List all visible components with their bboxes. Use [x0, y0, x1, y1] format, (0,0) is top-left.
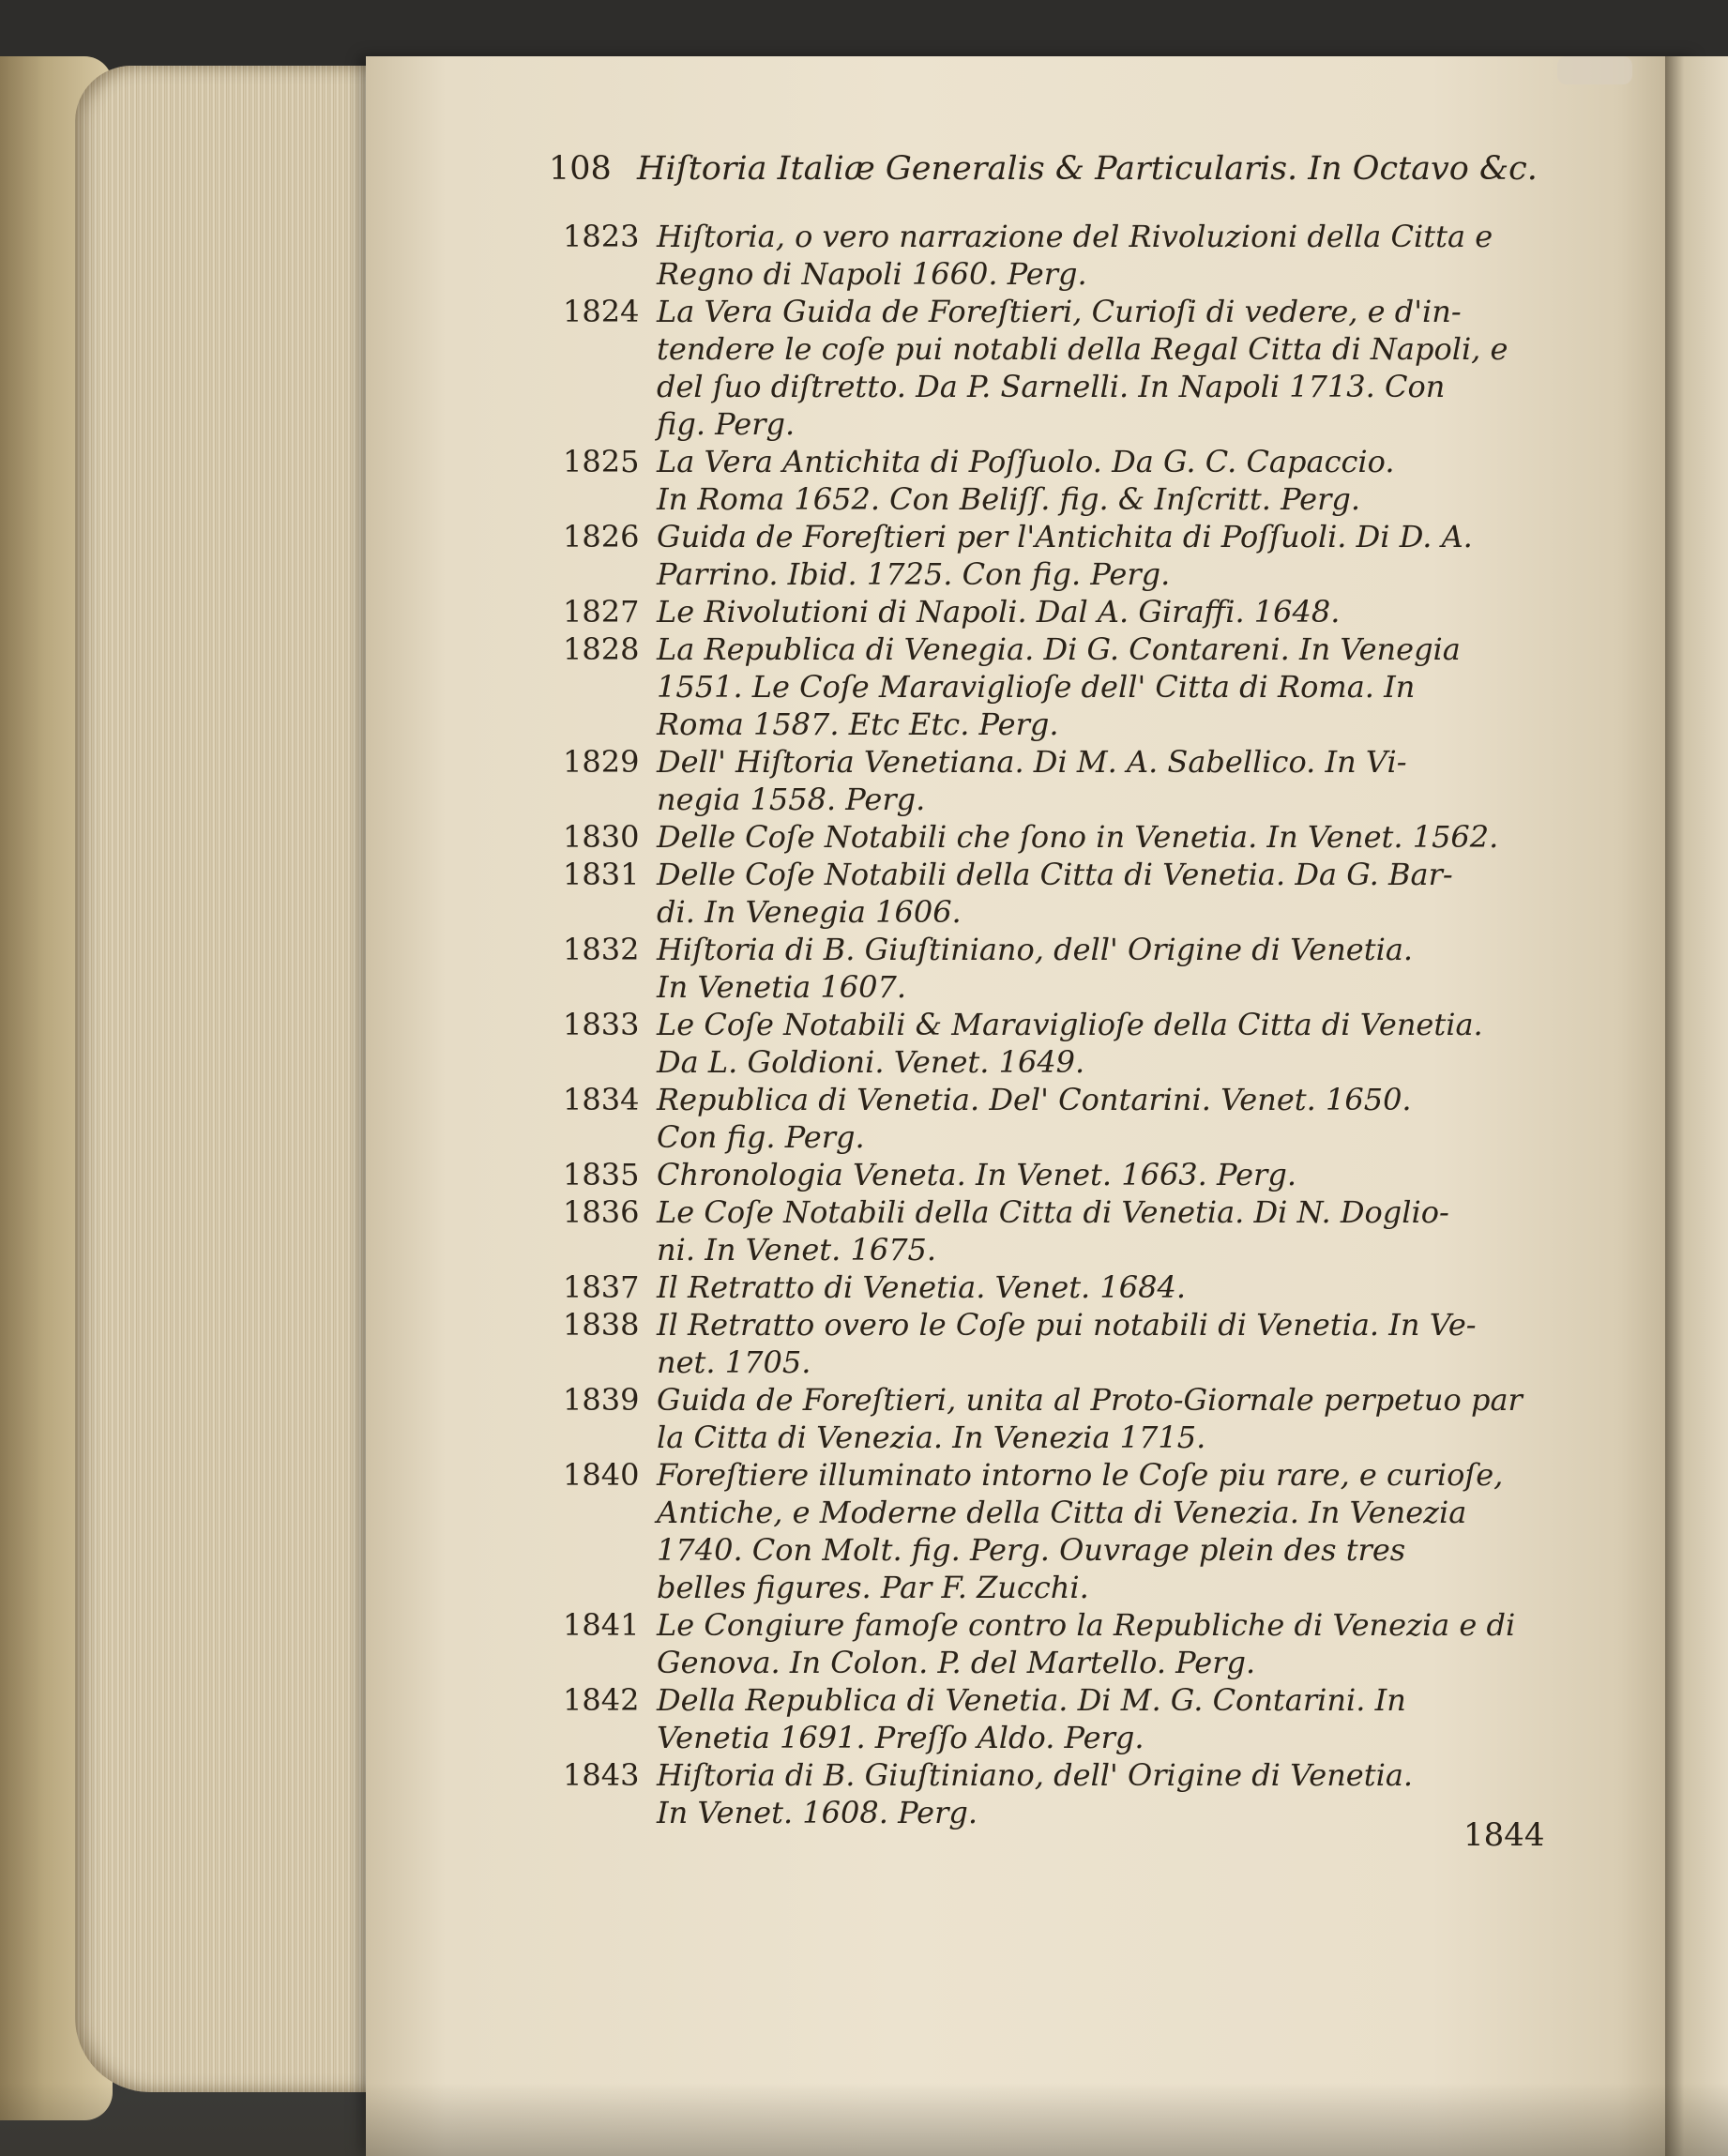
entry-text-line: Genova. In Colon. P. del Martello. Perg.: [657, 1645, 1256, 1680]
entry-number: 1837: [563, 1269, 640, 1305]
entry-number: 1841: [563, 1607, 640, 1643]
entry-text-line: Guida de Foreſtieri, unita al Proto-Giornale perpetuo par: [657, 1382, 1523, 1418]
entry-text-line: fig. Perg.: [657, 406, 796, 442]
entry-number: 1838: [563, 1307, 640, 1343]
entry-text-line: Da L. Goldioni. Venet. 1649.: [657, 1044, 1085, 1080]
entry-number: 1834: [563, 1082, 640, 1117]
entry-number: 1836: [563, 1194, 640, 1230]
entry-text-line: Delle Coſe Notabili della Citta di Venetia. Da G. Bar-: [657, 857, 1453, 892]
entry-number: 1835: [563, 1157, 640, 1192]
entry-text-line: belles figures. Par F. Zucchi.: [657, 1570, 1089, 1605]
entry-text-line: La Republica di Venegia. Di G. Contareni. In Venegia: [657, 631, 1461, 667]
catalogue-entry: [563, 1006, 1567, 1081]
catalogue-entry: [563, 743, 1567, 818]
catalogue-entry: [563, 218, 1567, 293]
catalogue-entry: [563, 1756, 1567, 1831]
entry-text-line: Hiſtoria, o vero narrazione del Rivoluzioni della Citta e: [657, 219, 1493, 254]
entry-text-line: Republica di Venetia. Del' Contarini. Venet. 1650.: [657, 1082, 1412, 1117]
catalogue-entry: [563, 1606, 1567, 1681]
catalogue-entry: [563, 593, 1567, 630]
catchword: 1844: [1463, 1816, 1545, 1854]
entry-text-line: In Roma 1652. Con Beliſſ. fig. & Inſcritt. Perg.: [657, 481, 1361, 517]
bottom-shadow: [0, 2083, 1728, 2156]
entry-number: 1823: [563, 219, 640, 254]
entry-text-line: La Vera Antichita di Poſſuolo. Da G. C. Capaccio.: [657, 444, 1395, 479]
entry-text-line: Le Coſe Notabili & Maraviglioſe della Citta di Venetia.: [657, 1007, 1483, 1042]
entry-text-line: Venetia 1691. Preſſo Aldo. Perg.: [657, 1720, 1144, 1755]
entry-number: 1833: [563, 1007, 640, 1042]
smudge: [1557, 56, 1632, 84]
entry-text-line: negia 1558. Perg.: [657, 782, 926, 817]
entry-text-line: 1740. Con Molt. fig. Perg. Ouvrage plein des tres: [657, 1532, 1406, 1568]
entry-number: 1839: [563, 1382, 640, 1418]
catalogue-entry: [563, 1193, 1567, 1268]
entry-number: 1829: [563, 744, 640, 780]
catalogue-entry: [563, 518, 1567, 593]
entry-number: 1843: [563, 1757, 640, 1793]
entry-text-line: di. In Venegia 1606.: [657, 894, 962, 930]
entry-text-line: Hiſtoria di B. Giuſtiniano, dell' Origine di Venetia.: [657, 1757, 1414, 1793]
entry-text-line: Guida de Foreſtieri per l'Antichita di Poſſuoli. Di D. A.: [657, 519, 1473, 554]
entry-text-line: Antiche, e Moderne della Citta di Venezia. In Venezia: [657, 1495, 1467, 1530]
catalogue-entry: [563, 856, 1567, 931]
entry-text-line: Parrino. Ibid. 1725. Con fig. Perg.: [657, 556, 1171, 592]
entry-number: 1824: [563, 294, 640, 329]
catalogue-entry: [563, 443, 1567, 518]
entry-number: 1826: [563, 519, 640, 554]
entry-text-line: Regno di Napoli 1660. Perg.: [657, 256, 1087, 292]
catalogue-entry: [563, 293, 1567, 443]
entry-number: 1840: [563, 1457, 640, 1493]
entry-text-line: Dell' Hiſtoria Venetiana. Di M. A. Sabellico. In Vi-: [657, 744, 1407, 780]
entry-text-line: Chronologia Veneta. In Venet. 1663. Perg.: [657, 1157, 1296, 1192]
entry-text-line: Delle Coſe Notabili che ſono in Venetia. In Venet. 1562.: [657, 819, 1499, 855]
header-title: Hiſtoria Italiæ Generalis & Particularis. In Octavo &c.: [636, 150, 1538, 188]
entry-text-line: Il Retratto di Venetia. Venet. 1684.: [657, 1269, 1186, 1305]
entry-text-line: Il Retratto overo le Coſe pui notabili di Venetia. In Ve-: [657, 1307, 1477, 1343]
catalogue-entry: [563, 1156, 1567, 1193]
catalogue-entry: [563, 1681, 1567, 1756]
catalogue-entry: [563, 630, 1567, 743]
entry-number: 1825: [563, 444, 640, 479]
catalogue-entry: [563, 1268, 1567, 1306]
entry-text-line: Le Coſe Notabili della Citta di Venetia. Di N. Doglio-: [657, 1194, 1449, 1230]
entry-text-line: tendere le coſe pui notabli della Regal Citta di Napoli, e: [657, 331, 1508, 367]
entry-number: 1832: [563, 932, 640, 967]
entry-text-line: Foreſtiere illuminato intorno le Coſe piu rare, e curioſe,: [657, 1457, 1504, 1493]
catalogue-entry: [563, 1381, 1567, 1456]
entry-number: 1827: [563, 594, 640, 630]
facing-page: [1665, 56, 1728, 2156]
catalogue-entry: [563, 1081, 1567, 1156]
entry-text-line: del ſuo diſtretto. Da P. Sarnelli. In Napoli 1713. Con: [657, 369, 1446, 404]
entry-text-line: Roma 1587. Etc Etc. Perg.: [657, 706, 1059, 742]
catalogue-entry: [563, 818, 1567, 856]
entry-number: 1831: [563, 857, 640, 892]
running-header: [549, 150, 1562, 188]
catalogue-entries: [563, 218, 1567, 1831]
entry-number: 1828: [563, 631, 640, 667]
entry-text-line: Le Congiure famoſe contro la Republiche di Venezia e di: [657, 1607, 1516, 1643]
entry-number: 1830: [563, 819, 640, 855]
catalogue-entry: [563, 1306, 1567, 1381]
entry-text-line: 1551. Le Coſe Maraviglioſe dell' Citta di Roma. In: [657, 669, 1416, 705]
entry-text-line: Hiſtoria di B. Giuſtiniano, dell' Origine di Venetia.: [657, 932, 1414, 967]
catalogue-entry: [563, 1456, 1567, 1606]
entry-text-line: ni. In Venet. 1675.: [657, 1232, 937, 1268]
page-number: 108: [549, 150, 612, 188]
entry-text-line: La Vera Guida de Foreſtieri, Curioſi di vedere, e d'in-: [657, 294, 1462, 329]
entry-text-line: la Citta di Venezia. In Venezia 1715.: [657, 1420, 1206, 1455]
entry-text-line: Della Republica di Venetia. Di M. G. Contarini. In: [657, 1682, 1406, 1718]
page-edges: [75, 66, 394, 2092]
entry-number: 1842: [563, 1682, 640, 1718]
entry-text-line: In Venet. 1608. Perg.: [657, 1795, 978, 1830]
catalogue-entry: [563, 931, 1567, 1006]
entry-text-line: net. 1705.: [657, 1344, 811, 1380]
entry-text-line: Le Rivolutioni di Napoli. Dal A. Giraffi. 1648.: [657, 594, 1341, 630]
entry-text-line: Con fig. Perg.: [657, 1119, 865, 1155]
entry-text-line: In Venetia 1607.: [657, 969, 907, 1005]
